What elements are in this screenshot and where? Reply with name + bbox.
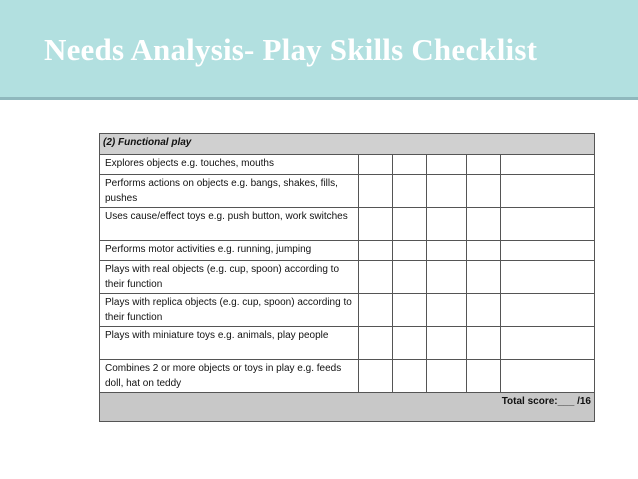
checklist-item-label: Plays with real objects (e.g. cup, spoon) according to their function [100, 261, 359, 294]
comment-cell[interactable] [501, 327, 595, 360]
slide-title: Needs Analysis- Play Skills Checklist [44, 32, 538, 67]
checkbox-cell[interactable] [393, 294, 427, 327]
checkbox-cell[interactable] [393, 155, 427, 175]
section-title: (2) Functional play [100, 134, 595, 155]
checklist-item-label: Performs motor activities e.g. running, jumping [100, 241, 359, 261]
checkbox-cell[interactable] [393, 175, 427, 208]
checkbox-cell[interactable] [467, 294, 501, 327]
checkbox-cell[interactable] [427, 175, 467, 208]
comment-cell[interactable] [501, 360, 595, 393]
checkbox-cell[interactable] [427, 241, 467, 261]
table-row [100, 294, 595, 327]
checkbox-cell[interactable] [359, 327, 393, 360]
checklist-item-label: Combines 2 or more objects or toys in play e.g. feeds doll, hat on teddy [100, 360, 359, 393]
checklist-item-label: Explores objects e.g. touches, mouths [100, 155, 359, 175]
checkbox-cell[interactable] [467, 327, 501, 360]
table-row [100, 360, 595, 393]
table-row [100, 241, 595, 261]
checkbox-cell[interactable] [467, 208, 501, 241]
table-row [100, 175, 595, 208]
checkbox-cell[interactable] [359, 360, 393, 393]
checkbox-cell[interactable] [467, 261, 501, 294]
table-row [100, 208, 595, 241]
checkbox-cell[interactable] [427, 360, 467, 393]
comment-cell[interactable] [501, 241, 595, 261]
title-banner [0, 0, 638, 100]
table-row [100, 155, 595, 175]
checklist-item-label: Uses cause/effect toys e.g. push button, work switches [100, 208, 359, 241]
checkbox-cell[interactable] [359, 261, 393, 294]
total-score-label: Total score:___ /16 [100, 393, 595, 422]
checkbox-cell[interactable] [427, 208, 467, 241]
checkbox-cell[interactable] [359, 175, 393, 208]
checkbox-cell[interactable] [393, 261, 427, 294]
checklist-item-label: Performs actions on objects e.g. bangs, shakes, fills, pushes [100, 175, 359, 208]
checkbox-cell[interactable] [467, 360, 501, 393]
checkbox-cell[interactable] [427, 327, 467, 360]
checkbox-cell[interactable] [427, 155, 467, 175]
checklist-item-label: Plays with replica objects (e.g. cup, spoon) according to their function [100, 294, 359, 327]
checkbox-cell[interactable] [393, 208, 427, 241]
checkbox-cell[interactable] [359, 241, 393, 261]
checkbox-cell[interactable] [359, 155, 393, 175]
checklist-item-label: Plays with miniature toys e.g. animals, play people [100, 327, 359, 360]
comment-cell[interactable] [501, 175, 595, 208]
checkbox-cell[interactable] [393, 241, 427, 261]
checkbox-cell[interactable] [467, 175, 501, 208]
comment-cell[interactable] [501, 155, 595, 175]
total-score-row [100, 393, 595, 422]
checkbox-cell[interactable] [359, 208, 393, 241]
comment-cell[interactable] [501, 294, 595, 327]
checkbox-cell[interactable] [427, 261, 467, 294]
checkbox-cell[interactable] [467, 241, 501, 261]
comment-cell[interactable] [501, 208, 595, 241]
play-skills-checklist-table [99, 133, 595, 422]
checkbox-cell[interactable] [393, 327, 427, 360]
checkbox-cell[interactable] [359, 294, 393, 327]
table-row [100, 261, 595, 294]
table-row [100, 327, 595, 360]
checkbox-cell[interactable] [427, 294, 467, 327]
checkbox-cell[interactable] [393, 360, 427, 393]
section-header-row [100, 134, 595, 155]
checkbox-cell[interactable] [467, 155, 501, 175]
comment-cell[interactable] [501, 261, 595, 294]
